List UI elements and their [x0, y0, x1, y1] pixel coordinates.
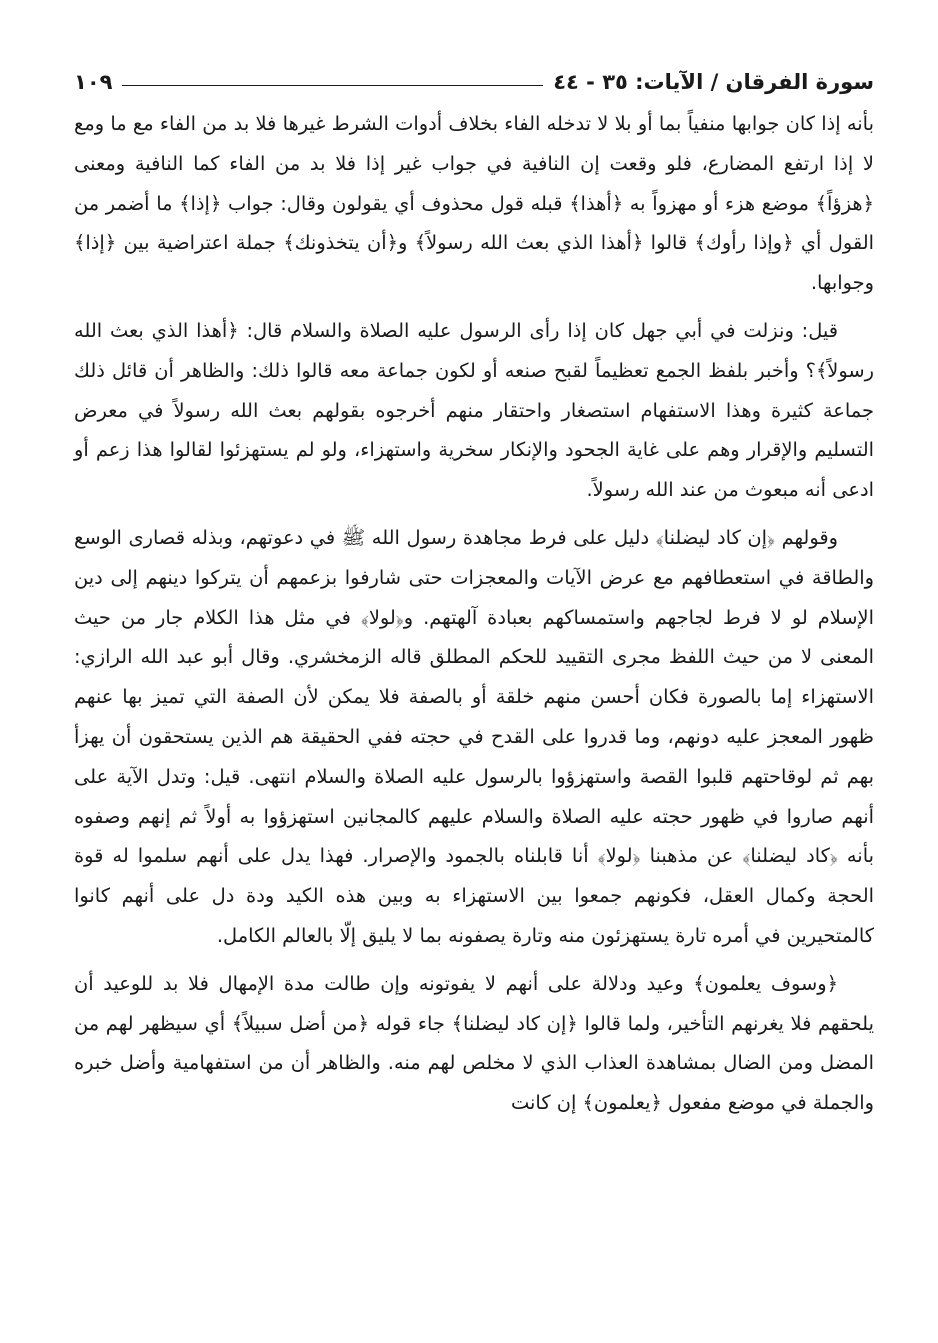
header-rule — [122, 85, 543, 86]
page-number: ١٠٩ — [74, 70, 113, 94]
body-paragraph: بأنه إذا كان جوابها منفياً بما أو بلا لا تدخله الفاء بخلاف أدوات الشرط غيرها فلا بد من الفاء مع ما ومع لا إذا ارتفع المضارع، فلو وقعت إن النافية في جواب غير إذا فلا بد من الفاء كما النافية ومعنى ﴿هزؤاً﴾ موضع هزء أو مهزواً به ﴿أهذا﴾ قبله قول محذوف أي يقولون وقال: جواب ﴿إذا﴾ ما أضمر من القول أي ﴿وإذا رأوك﴾ قالوا ﴿أهذا الذي بعث الله رسولاً﴾ و﴿أن يتخذونك﴾ جملة اعتراضية بين ﴿إذا﴾ وجوابها. — [74, 112, 874, 295]
body-paragraph: ﴿وسوف يعلمون﴾ وعيد ودلالة على أنهم لا يفوتونه وإن طالت مدة الإمهال فلا بد للوعيد أن يلحقهم فلا يغرنهم التأخير، ولما قالوا ﴿إن كاد ليضلنا﴾ جاء قوله ﴿من أضل سبيلاً﴾ أي سيظهر لهم من المضل ومن الضال بمشاهدة العذاب الذي لا مخلص لهم منه. والظاهر أن من استفهامية وأضل خبره والجملة في موضع مفعول ﴿يعلمون﴾ إن كانت — [74, 971, 874, 1115]
running-header-title: سورة الفرقان / الآيات: ٣٥ - ٤٤ — [553, 70, 874, 94]
running-header — [74, 60, 874, 104]
book-page — [74, 60, 874, 1320]
body-paragraph: وقولهم ﴿إن كاد ليضلنا﴾ دليل على فرط مجاهدة رسول الله ﷺ في دعوتهم، وبذله قصارى الوسع والطاقة في استعطافهم مع عرض الآيات والمعجزات حتى شارفوا بزعمهم أن يتركوا دينهم إلى دين الإسلام لو لا فرط لجاجهم واستمساكهم بعبادة آلهتهم. و﴿لولا﴾ في مثل هذا الكلام جار من حيث المعنى لا من حيث اللفظ مجرى التقييد للحكم المطلق قاله الزمخشري. وقال أبو عبد الله الرازي: الاستهزاء إما بالصورة فكان أحسن منهم خلقة أو بالصفة فلا يمكن لأن الصفة التي تميز بها عنهم ظهور المعجز عليه دونهم، وما قدروا على القدح في حجته ففي الحقيقة هم الذين يستحقون أن يهزأ بهم ثم لوقاحتهم قلبوا القصة واستهزؤوا بالرسول عليه الصلاة والسلام انتهى. قيل: وتدل الآية على أنهم صاروا في ظهور حجته عليه الصلاة والسلام عليهم كالمجانين استهزؤوا به أولاً ثم إنهم وصفوه بأنه ﴿كاد ليضلنا﴾ عن مذهبنا ﴿لولا﴾ أنا قابلناه بالجمود والإصرار. فهذا يدل على أنهم سلموا له قوة الحجة وكمال العقل، فكونهم جمعوا بين الاستهزاء به وبين هذه الكيد ودة دل على أنهم كانوا كالمتحيرين في أمره تارة يستهزئون منه وتارة يصفونه بما لا يليق إلّا بالعالم الكامل. — [74, 525, 874, 947]
body-paragraph: قيل: ونزلت في أبي جهل كان إذا رأى الرسول عليه الصلاة والسلام قال: ﴿أهذا الذي بعث الله رسولاً﴾؟ وأخبر بلفظ الجمع تعظيماً لقبح صنعه أو لكون جماعة معه قالوا ذلك: والظاهر أن قائل ذلك جماعة كثيرة وهذا الاستفهام استصغار واحتقار منهم أخرجوه بقولهم بعث الله رسولاً في معرض التسليم والإقرار وهم على غاية الجحود والإنكار سخرية واستهزاء، ولو لم يستهزئوا لقالوا هذا زعم أو ادعى أنه مبعوث من عند الله رسولاً. — [74, 318, 874, 502]
